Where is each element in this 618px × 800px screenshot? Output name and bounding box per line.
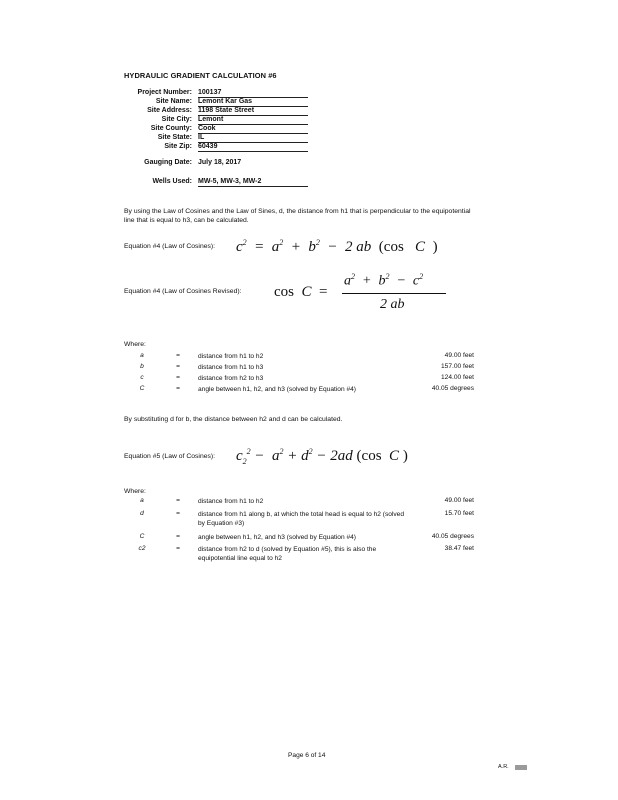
site-name-value: Lemont Kar Gas xyxy=(198,98,308,107)
variable-description: angle between h1, h2, and h3 (solved by Equation #4) xyxy=(198,534,356,541)
variable-value: 40.05 degrees xyxy=(431,385,474,392)
variable-equals: = xyxy=(176,352,180,359)
variable-description: distance from h2 to h3 xyxy=(198,375,264,382)
gauging-date-value: July 18, 2017 xyxy=(198,159,242,166)
site-zip-label: Site Zip: xyxy=(164,143,192,150)
page-title: HYDRAULIC GRADIENT CALCULATION #6 xyxy=(124,71,277,80)
equation-4-revised-formula: cos C = xyxy=(274,284,328,300)
equation-4-revised-label: Equation #4 (Law of Cosines Revised): xyxy=(124,288,242,295)
site-name-label: Site Name: xyxy=(155,98,192,105)
variable-symbol: C xyxy=(139,385,145,392)
substitute-paragraph: By substituting d for b, the distance between h2 and d can be calculated. xyxy=(124,416,343,423)
project-number-value: 100137 xyxy=(198,89,308,98)
variable-equals: = xyxy=(176,374,180,381)
wells-used-value: MW-5, MW-3, MW-2 xyxy=(198,178,308,187)
intro-paragraph: By using the Law of Cosines and the Law of Sines, d, the distance from h1 that is perpendicular to the equipotential line that is equal to h3, can be calculated. xyxy=(124,208,471,224)
equation-5-formula: $c_2^2 - a^2 + d^2 - 2ad$ (cos C ) xyxy=(236,447,408,466)
site-city-label: Site City: xyxy=(161,116,192,123)
equation-4-revised-denominator: 2 ab xyxy=(380,297,405,312)
variable-symbol: c2 xyxy=(138,545,146,552)
variable-description: distance from h2 to d (solved by Equation #5), this is also the equipotential line equal to h2 xyxy=(198,546,377,562)
site-address-value: 1198 State Street xyxy=(198,107,308,116)
variable-equals: = xyxy=(176,363,180,370)
variable-symbol: b xyxy=(140,363,144,370)
variable-description: angle between h1, h2, and h3 (solved by Equation #4) xyxy=(198,386,356,393)
site-county-label: Site County: xyxy=(150,125,192,132)
where-label-2: Where: xyxy=(124,488,146,495)
variable-symbol: c xyxy=(140,374,144,381)
initials-stamp xyxy=(498,764,527,770)
variable-symbol: a xyxy=(140,497,144,504)
where-label-1: Where: xyxy=(124,341,146,348)
fraction-bar xyxy=(342,293,446,294)
variable-description: distance from h1 to h3 xyxy=(198,364,264,371)
site-county-value: Cook xyxy=(198,125,308,134)
variable-value: 49.00 feet xyxy=(444,497,474,504)
variable-description: distance from h1 to h2 xyxy=(198,498,264,505)
variable-equals: = xyxy=(176,545,180,552)
equation-4-formula: $c^2 = a^2 + b^2 - 2$ ab (cos C ) xyxy=(236,238,438,255)
initials-text: A.R. xyxy=(498,764,509,770)
variable-value: 49.00 feet xyxy=(444,352,474,359)
variable-symbol: d xyxy=(140,510,144,517)
variable-equals: = xyxy=(176,510,180,517)
variable-equals: = xyxy=(176,385,180,392)
variable-description: distance from h1 to h2 xyxy=(198,353,264,360)
equation-4-revised-numerator: $a^2 + b^2 - c^2$ xyxy=(344,272,424,289)
equation-4-label: Equation #4 (Law of Cosines): xyxy=(124,243,216,250)
site-state-label: Site State: xyxy=(157,134,192,141)
variable-description: distance from h1 along b, at which the total head is equal to h2 (solved by Equation #3) xyxy=(198,511,404,527)
gauging-date-label: Gauging Date: xyxy=(144,159,192,166)
variable-value: 157.00 feet xyxy=(441,363,474,370)
variable-symbol: a xyxy=(140,352,144,359)
page-footer: Page 6 of 14 xyxy=(288,752,326,759)
variable-equals: = xyxy=(176,533,180,540)
project-number-label: Project Number: xyxy=(137,89,192,96)
variable-equals: = xyxy=(176,497,180,504)
wells-used-label: Wells Used: xyxy=(152,178,192,185)
variable-value: 124.00 feet xyxy=(441,374,474,381)
initials-box xyxy=(515,765,527,770)
variable-value: 15.70 feet xyxy=(444,510,474,517)
site-address-label: Site Address: xyxy=(147,107,192,114)
site-state-value: IL xyxy=(198,134,308,143)
variable-value: 40.05 degrees xyxy=(431,533,474,540)
site-city-value: Lemont xyxy=(198,116,308,125)
variable-symbol: C xyxy=(139,533,145,540)
variable-value: 38.47 feet xyxy=(444,545,474,552)
equation-5-label: Equation #5 (Law of Cosines): xyxy=(124,453,216,460)
site-zip-value: 60439 xyxy=(198,143,308,152)
